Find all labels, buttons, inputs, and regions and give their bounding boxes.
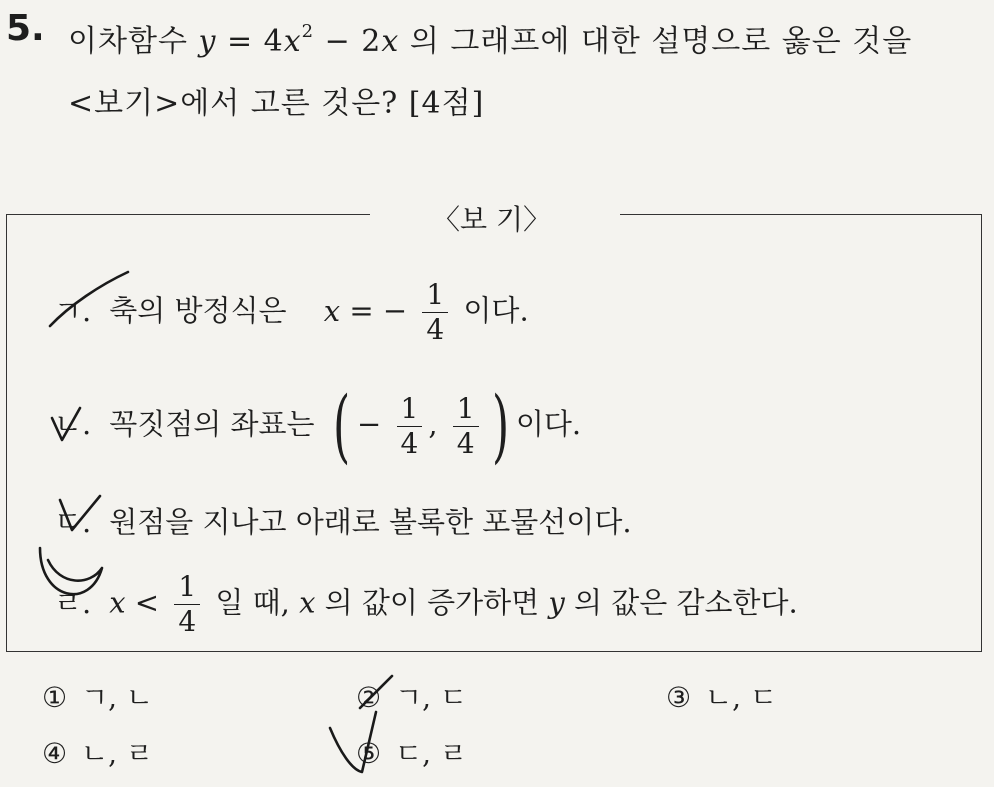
math-op: = − [340,293,408,328]
fraction-numerator: 1 [453,392,479,427]
close-paren: ) [491,379,509,472]
fraction-numerator: 1 [397,392,423,427]
bogi-title: 〈보 기〉 [432,203,551,236]
item-text-pre: 꼭짓점의 좌표는 [109,407,315,441]
fraction-denominator: 4 [456,426,475,460]
comma: , [428,407,438,441]
math-var: x [323,293,341,328]
fraction-denominator: 4 [426,313,445,346]
item-marker: ㄷ. [54,505,92,539]
choice-text: ㄴ, ㄷ [705,681,778,714]
math-op: < [125,585,160,620]
open-paren: ( [332,379,350,472]
choice-number: ③ [666,681,692,714]
choice-text: ㄷ, ㄹ [395,737,468,770]
fraction-numerator: 1 [422,278,448,313]
fraction-denominator: 4 [400,426,419,460]
func-x2: x [381,24,400,59]
slash-mark-item-1 [50,272,128,326]
math-var: x [109,585,126,620]
fraction-denominator: 4 [178,605,197,638]
item-text: 원점을 지나고 아래로 볼록한 포물선이다. [109,505,632,539]
check-mark-choice-2 [360,676,392,708]
math-var-3: y [548,585,565,620]
choice-number: ② [356,681,382,714]
choice-number: ⑤ [356,737,382,770]
item-marker: ㄱ. [54,293,92,328]
func-rest: − 2 [314,24,382,59]
question-text-post: 의 그래프에 대한 설명으로 옳은 것을 [409,24,913,59]
choice-text: ㄱ, ㄴ [81,681,154,714]
item-marker: ㄹ. [54,585,92,620]
item-text-post: 이다. [463,293,529,328]
func-exponent: 2 [301,21,315,42]
choice-text: ㄴ, ㄹ [81,737,154,770]
question-number: 5. [6,8,45,49]
sign: − [356,407,382,441]
item-text-post: 이다. [515,407,582,441]
func-y: y [198,24,217,59]
fraction-numerator: 1 [174,570,200,605]
question-text-pre: 이차함수 [68,24,188,59]
item-marker: ㄴ. [54,407,92,441]
question-line-2: <보기>에서 고른 것은? [4점] [68,86,485,121]
math-var-2: x [299,585,316,620]
item-text-a: 일 때, [215,585,290,620]
item-text-b: 의 값이 증가하면 [324,585,540,620]
ink-strokes [40,272,392,772]
choice-number: ④ [42,737,68,770]
check-mark-item-2 [52,408,80,440]
choice-number: ① [42,681,68,714]
func-eq: = 4 [216,24,284,59]
check-mark-item-3 [60,496,100,530]
choice-text: ㄱ, ㄷ [395,681,468,714]
check-mark-choice-5 [330,712,376,772]
func-x: x [283,24,302,59]
item-text-c: 의 값은 감소한다. [574,585,798,620]
item-text-pre: 축의 방정식은 [109,293,287,328]
loop-mark-item-4 [40,548,102,594]
